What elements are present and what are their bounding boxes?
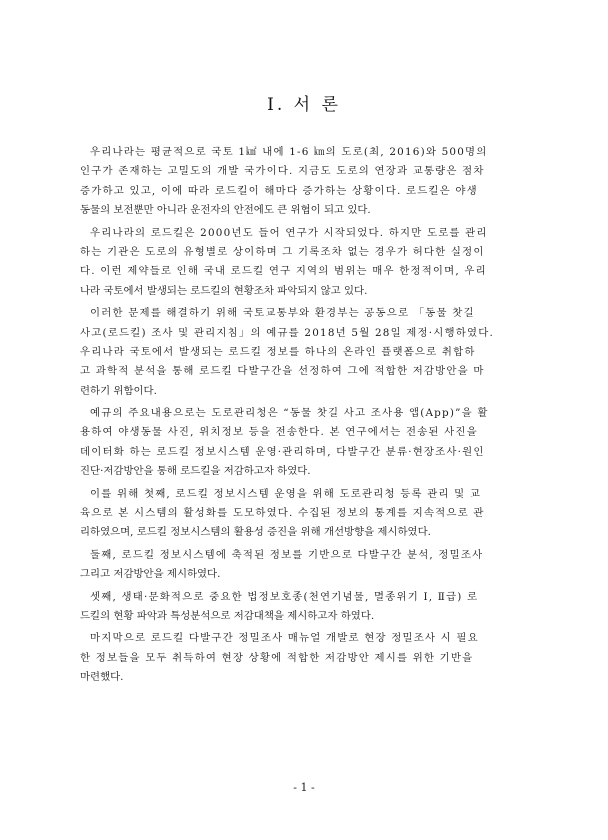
paragraph-line: 진단·저감방안을 통해 로드킬을 저감하고자 하였다. [80, 465, 311, 478]
section-title: Ⅰ. 서 론 [267, 95, 341, 115]
paragraph-line: 예규의 주요내용으로는 도로관리청은 “동물 찻길 사고 조사용 앱(App)”을 활 [90, 407, 489, 420]
paragraph-line: 용하여 야생동물 사진, 위치정보 등을 전송한다. 본 연구에서는 전송된 사진을 [80, 426, 478, 439]
paragraph-line: 리하였으며, 로드킬 정보시스템의 활용성 증진을 위해 개선방향을 제시하였다. [80, 526, 431, 539]
paragraph [80, 304, 533, 401]
paragraph-line: 마지막으로 로드킬 다발구간 정밀조사 매뉴얼 개발로 현장 정밀조사 시 필요 [90, 632, 479, 645]
paragraph [80, 404, 533, 482]
paragraph [80, 485, 533, 543]
paragraph-line: 사고(로드킬) 조사 및 관리지침」의 예규를 2018년 5월 28일 제정·시행하였다. [80, 326, 494, 339]
body-text [80, 143, 533, 691]
paragraph-line: 련하기 위함이다. [80, 384, 157, 397]
paragraph-line: 드킬의 현황 파악과 특성분석으로 저감대책을 제시하고자 하였다. [80, 609, 375, 622]
paragraph-line: 육으로 본 시스템의 활성화를 도모하였다. 수집된 정보의 통계를 지속적으로 관 [80, 507, 485, 520]
paragraph-line: 나라 국토에서 발생되는 로드킬의 현황조차 파악되지 않고 있다. [80, 284, 368, 297]
paragraph-line: 하는 기관은 도로의 유형별로 상이하며 그 기록조차 없는 경우가 허다한 실정이 [80, 245, 485, 258]
paragraph-line: 한 정보들을 모두 취득하여 현장 상황에 적합한 저감방안 제시를 위한 기반을 [80, 651, 474, 664]
paragraph [80, 224, 533, 302]
paragraph-line: 셋째, 생태·문화적으로 중요한 법정보호종(천연기념물, 멸종위기 Ⅰ, Ⅱ급) 로 [90, 590, 479, 603]
paragraph-line: 다. 이런 제약들로 인해 국내 로드킬 연구 지역의 범위는 매우 한정적이며, 우리 [80, 265, 487, 278]
paragraph [80, 143, 533, 221]
paragraph-line: 인구가 존재하는 고밀도의 개발 국가이다. 지금도 도로의 연장과 교통량은 점차 [80, 165, 485, 178]
paragraph-line: 이를 위해 첫째, 로드킬 정보시스템 운영을 위해 도로관리청 등록 관리 및 교 [90, 487, 482, 500]
paragraph-line: 동물의 보전뿐만 아니라 운전자의 안전에도 큰 위협이 되고 있다. [80, 204, 371, 217]
paragraph [80, 546, 533, 585]
paragraph-line: 마련했다. [80, 671, 124, 684]
paragraph [80, 629, 533, 687]
paragraph-line: 우리나라는 평균적으로 국토 1㎢ 내에 1-6 ㎞의 도로(최, 2016)와 500명의 [90, 146, 488, 158]
paragraph-line: 데이터화 하는 로드킬 정보시스템 운영·관리하며, 다발구간 분류·현장조사·원인 [80, 445, 485, 458]
paragraph-line: 증가하고 있고, 이에 따라 로드킬이 해마다 증가하는 상황이다. 로드킬은 야생 [80, 184, 478, 197]
paragraph-line: 둘째, 로드킬 정보시스템에 축적된 정보를 기반으로 다발구간 분석, 정밀조사 [90, 548, 484, 561]
paragraph-line: 그리고 저감방안을 제시하였다. [80, 568, 221, 581]
paragraph [80, 588, 533, 627]
page-number: - 1 - [293, 781, 315, 794]
paragraph-line: 우리나라 국토에서 발생되는 로드킬 정보를 하나의 온라인 플랫폼으로 취합하 [80, 345, 476, 358]
paragraph-line: 이러한 문제를 해결하기 위해 국토교통부와 환경부는 공동으로 「동물 찻길 [90, 307, 475, 320]
paragraph-line: 고 과학적 분석을 통해 로드킬 다발구간을 선정하여 그에 적합한 저감방안을 마 [80, 365, 485, 378]
paragraph-line: 우리나라의 로드킬은 2000년도 들어 연구가 시작되었다. 하지만 도로를 관리 [90, 226, 488, 239]
